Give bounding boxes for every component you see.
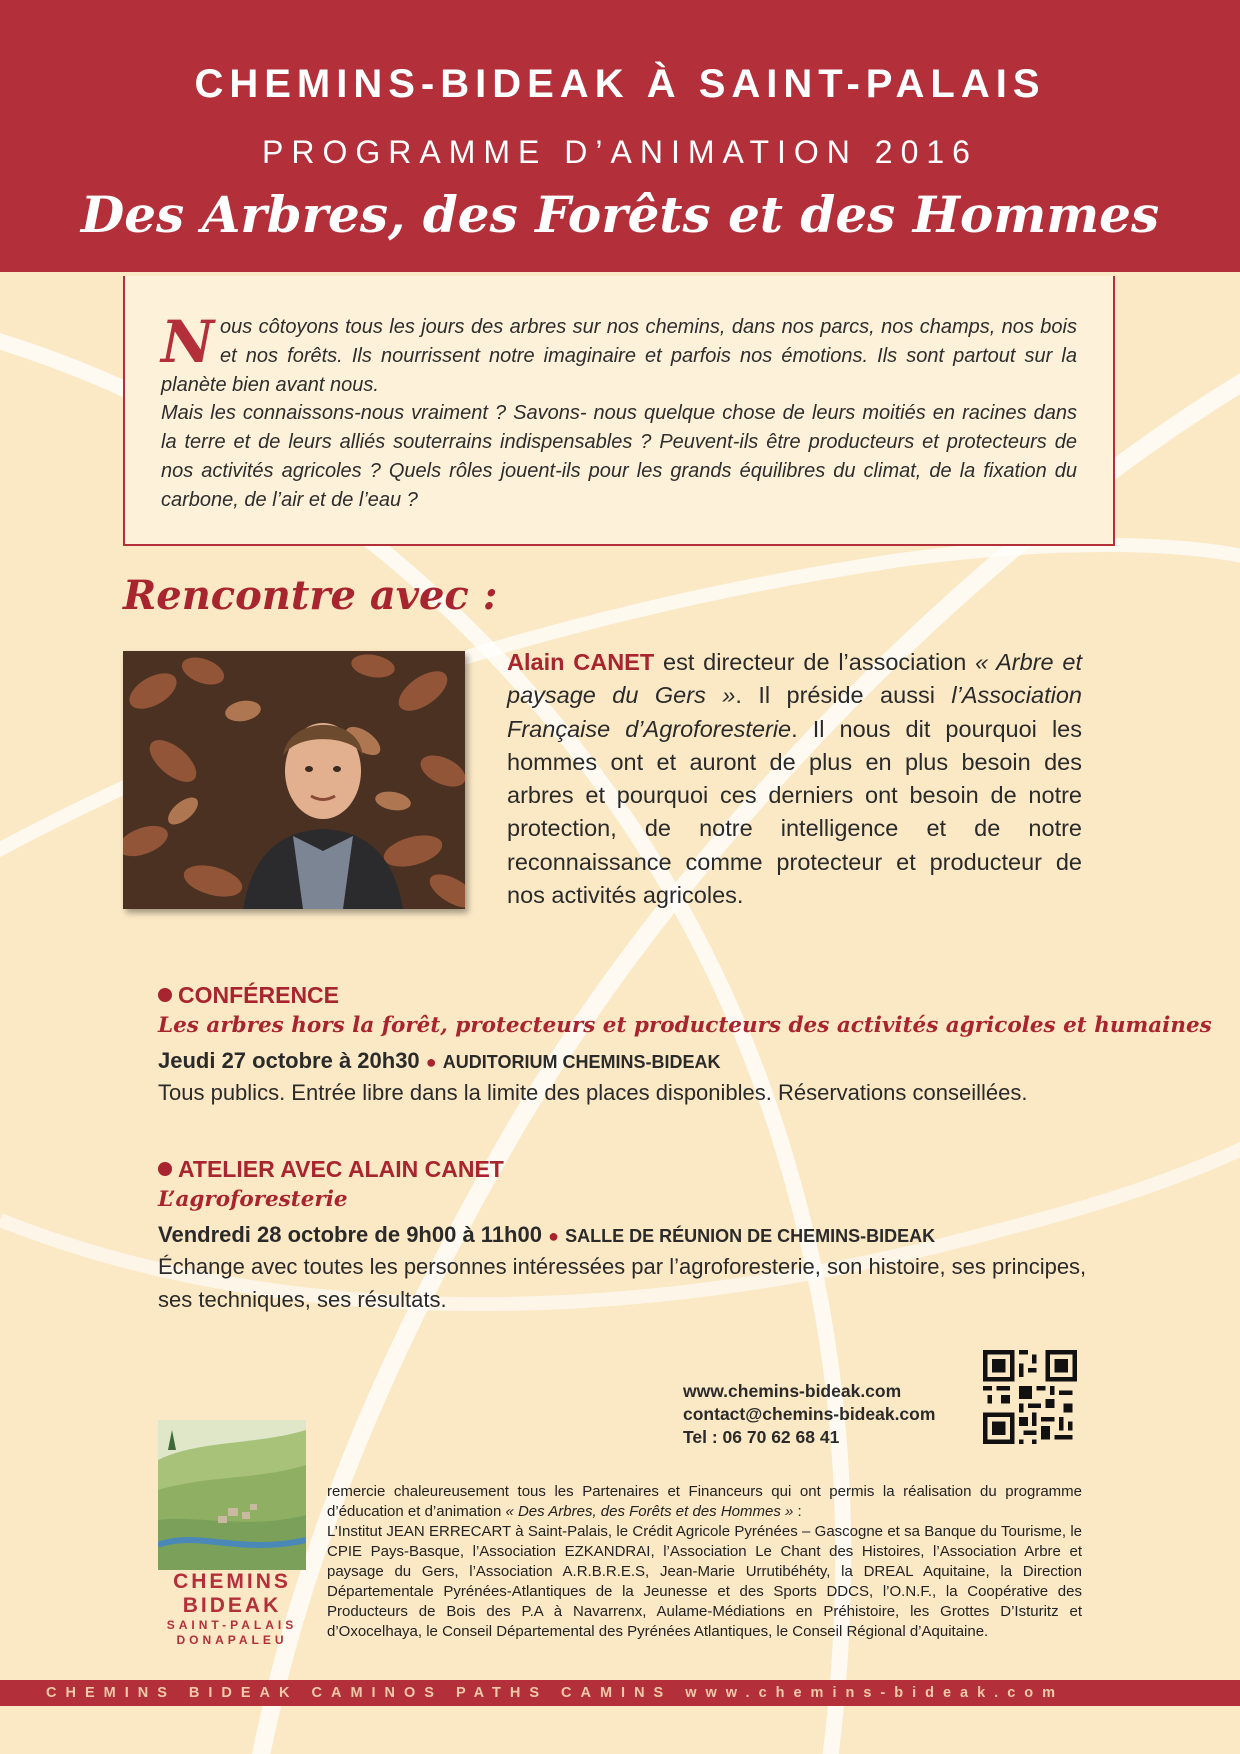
logo-line-3: SAINT-PALAIS	[166, 1618, 298, 1632]
bio-text-1: est directeur de l’association	[654, 649, 976, 675]
logo-line-2: BIDEAK	[182, 1594, 282, 1617]
page-subtitle: PROGRAMME D’ANIMATION 2016	[262, 134, 978, 170]
event-when	[158, 1222, 1088, 1248]
event-date: Vendredi 28 octobre de 9h00 à 11h00	[158, 1222, 542, 1247]
event-atelier	[158, 1156, 1088, 1316]
footer-band: CHEMINS BIDEAK CAMINOS PATHS CAMINS www.chemins-bideak.com	[0, 1680, 1240, 1706]
intro-paragraph	[161, 308, 1077, 399]
bullet-dot-icon: ●	[425, 1052, 437, 1072]
drop-cap: N	[161, 308, 215, 376]
event-note: Échange avec toutes les personnes intéressées par l’agroforesterie, son histoire, ses principes, ses techniques, ses résultats.	[158, 1254, 1087, 1312]
header-banner	[0, 0, 1240, 272]
event-conference	[158, 982, 1212, 1109]
event-title: L’agroforesterie	[158, 1187, 348, 1212]
thanks-text	[327, 1482, 1082, 1642]
event-label	[158, 982, 1088, 1009]
website-link[interactable]: www.chemins-bideak.com	[683, 1381, 902, 1401]
event-label-text: ATELIER AVEC ALAIN CANET	[178, 1156, 504, 1182]
event-title: Les arbres hors la forêt, protecteurs et producteurs des activités agricoles et humaines	[158, 1013, 1212, 1038]
email-link[interactable]: contact@chemins-bideak.com	[683, 1404, 936, 1424]
phone-number: Tel : 06 70 62 68 41	[683, 1427, 840, 1447]
rencontre-heading: Rencontre avec :	[123, 572, 498, 619]
event-place: AUDITORIUM CHEMINS-BIDEAK	[442, 1052, 721, 1072]
intro-text: ous côtoyons tous les jours des arbres sur nos chemins, dans nos parcs, nos champs, nos bois et nos forêts. Ils nourrissent notre imaginaire et parfois nos émotions. Ils sont partout sur la planète bien avant nous.	[161, 316, 1077, 396]
speaker-name: Alain CANET	[507, 649, 655, 675]
thanks-colon: :	[793, 1503, 802, 1520]
landscape-logo-icon	[158, 1420, 306, 1570]
event-date: Jeudi 27 octobre à 20h30	[158, 1048, 420, 1073]
bio-association-2: l’Association Française d’Agroforesterie	[507, 682, 1082, 742]
programme-theme: Des Arbres, des Forêts et des Hommes	[80, 185, 1160, 244]
speaker-bio	[507, 646, 1082, 912]
event-label-text: CONFÉRENCE	[178, 982, 340, 1008]
thanks-intro: remercie chaleureusement tous les Partenaires et Financeurs qui ont permis la réalisation du programme d’éducation et d’animation	[327, 1483, 1082, 1520]
contact-block	[683, 1380, 935, 1449]
event-note: Tous publics. Entrée libre dans la limite des places disponibles. Réservations conseillées.	[158, 1080, 1028, 1105]
bullet-dot-icon: ●	[548, 1226, 559, 1246]
thanks-programme: « Des Arbres, des Forêts et des Hommes »	[505, 1503, 794, 1520]
bullet-dot-icon	[158, 988, 172, 1002]
intro-box	[123, 276, 1115, 546]
event-label	[158, 1156, 1088, 1183]
bullet-dot-icon	[158, 1162, 172, 1176]
bio-association-1: « Arbre et paysage du Gers »	[507, 649, 1082, 709]
thanks-partners: L’Institut JEAN ERRECART à Saint-Palais, le Crédit Agricole Pyrénées – Gascogne et sa Banque du Tourisme, le CPIE Pays-Basque, l’Association EZKANDRAI, l’Association Le Chant des Histoires, l’Association Arbre et paysage du Gers, l’Association A.R.B.R.E.S, Jean-Marie Urrutibéhéty, la DREAL Aquitaine, la Direction Départementale Pyrénées-Atlantiques de la Jeunesse et des Sports DDCS, l’O.N.F., la Coopérative des Producteurs de Bois des P.A à Navarrenx, Aulame-Médiations en Préhistoire, les Grottes D’Isturitz et d’Oxocelhaya, le Conseil Départemental des Pyrénées Atlantiques, le Conseil Régional d’Aquitaine.	[327, 1523, 1082, 1640]
page-title: CHEMINS-BIDEAK À SAINT-PALAIS	[194, 62, 1046, 106]
logo-line-1: CHEMINS	[173, 1570, 291, 1593]
logo-line-4: DONAPALEU	[176, 1633, 288, 1647]
event-when	[158, 1048, 1088, 1074]
speaker-photo	[123, 651, 465, 909]
bio-text-3: . Il nous dit pourquoi les hommes ont et auront de plus en plus besoin des arbres et pourquoi ces derniers ont besoin de notre protection, de notre intelligence et de notre reconnaissance comme protecteur et producteur de nos activités agricoles.	[507, 715, 1082, 909]
event-place: SALLE DE RÉUNION DE CHEMINS-BIDEAK	[565, 1226, 936, 1246]
intro-paragraph-2: Mais les connaissons-nous vraiment ? Savons- nous quelque chose de leurs moitiés en racines dans la terre et de leurs alliés souterrains indispensables ? Peuvent-ils être producteurs et protecteurs de nos activités agricoles ? Quels rôles jouent-ils pour les grands équilibres du climat, de la fixation du carbone, de l’air et de l’eau ?	[161, 402, 1077, 511]
bio-text-2: . Il préside aussi	[735, 682, 952, 709]
chemins-bideak-logo	[158, 1420, 306, 1648]
qr-code-icon	[983, 1350, 1077, 1444]
